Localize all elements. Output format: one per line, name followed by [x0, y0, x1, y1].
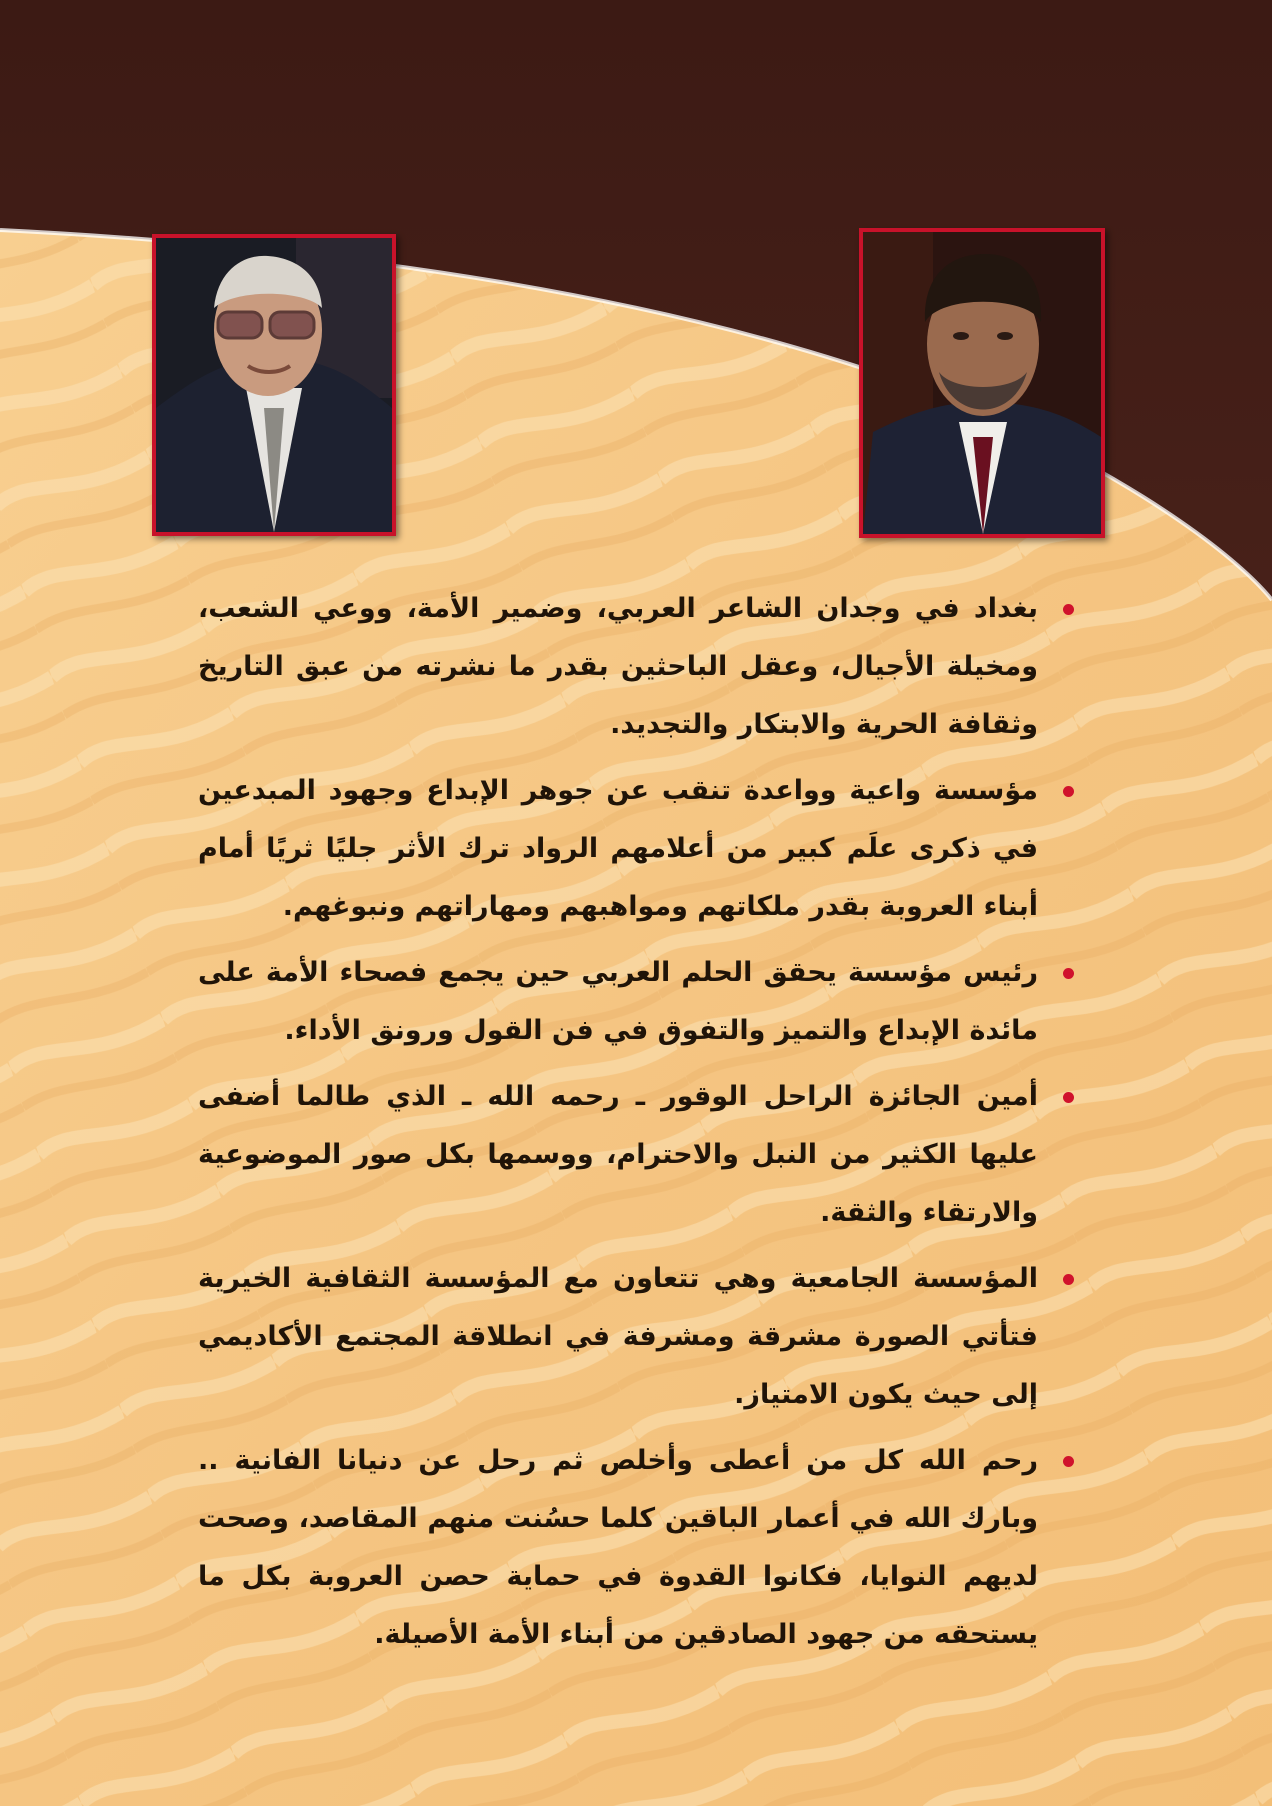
bullet-item-institution: [198, 762, 1078, 936]
bullet-item-president: [198, 944, 1078, 1060]
bullet-dot-icon: [1063, 1274, 1074, 1285]
bullet-dot-icon: [1063, 968, 1074, 979]
bullet-dot-icon: [1063, 786, 1074, 797]
bullet-text: أمين الجائزة الراحل الوقور ـ رحمه الله ـ الذي طالما أضفى عليها الكثير من النبل والاحترام، ووسمها بكل صور الموضوعية والارتقاء والثقة.: [198, 1081, 1038, 1228]
bullet-dot-icon: [1063, 1456, 1074, 1467]
bullet-text: مؤسسة واعية وواعدة تنقب عن جوهر الإبداع وجهود المبدعين في ذكرى علَم كبير من أعلامهم الرواد ترك الأثر جليًا ثريًا أمام أبناء العروبة بقدر ملكاتهم ومواهبهم ومهاراتهم ونبوغهم.: [198, 775, 1038, 922]
bullet-list: [198, 580, 1078, 1672]
bullet-item-prize-secretary: [198, 1068, 1078, 1242]
bullet-text: بغداد في وجدان الشاعر العربي، وضمير الأمة، ووعي الشعب، ومخيلة الأجيال، وعقل الباحثين بقدر ما نشرته من عبق التاريخ وثقافة الحرية والابتكار والتجديد.: [198, 593, 1038, 740]
bullet-item-prayer: [198, 1432, 1078, 1664]
portrait-photo-left: [152, 234, 396, 536]
bullet-text: المؤسسة الجامعية وهي تتعاون مع المؤسسة الثقافية الخيرية فتأتي الصورة مشرقة ومشرفة في انطلاقة المجتمع الأكاديمي إلى حيث يكون الامتياز.: [198, 1263, 1038, 1410]
bullet-dot-icon: [1063, 1092, 1074, 1103]
bullet-text: رحم الله كل من أعطى وأخلص ثم رحل عن دنيانا الفانية .. وبارك الله في أعمار الباقين كلما حسُنت منهم المقاصد، وصحت لديهم النوايا، فكانوا القدوة في حماية حصن العروبة بكل ما يستحقه من جهود الصادقين من أبناء الأمة الأصيلة.: [198, 1445, 1038, 1650]
bullet-dot-icon: [1063, 604, 1074, 615]
portrait-photo-right: [859, 228, 1105, 538]
bullet-text: رئيس مؤسسة يحقق الحلم العربي حين يجمع فصحاء الأمة على مائدة الإبداع والتميز والتفوق في فن القول ورونق الأداء.: [198, 957, 1038, 1046]
bullet-item-baghdad: [198, 580, 1078, 754]
bullet-item-university: [198, 1250, 1078, 1424]
